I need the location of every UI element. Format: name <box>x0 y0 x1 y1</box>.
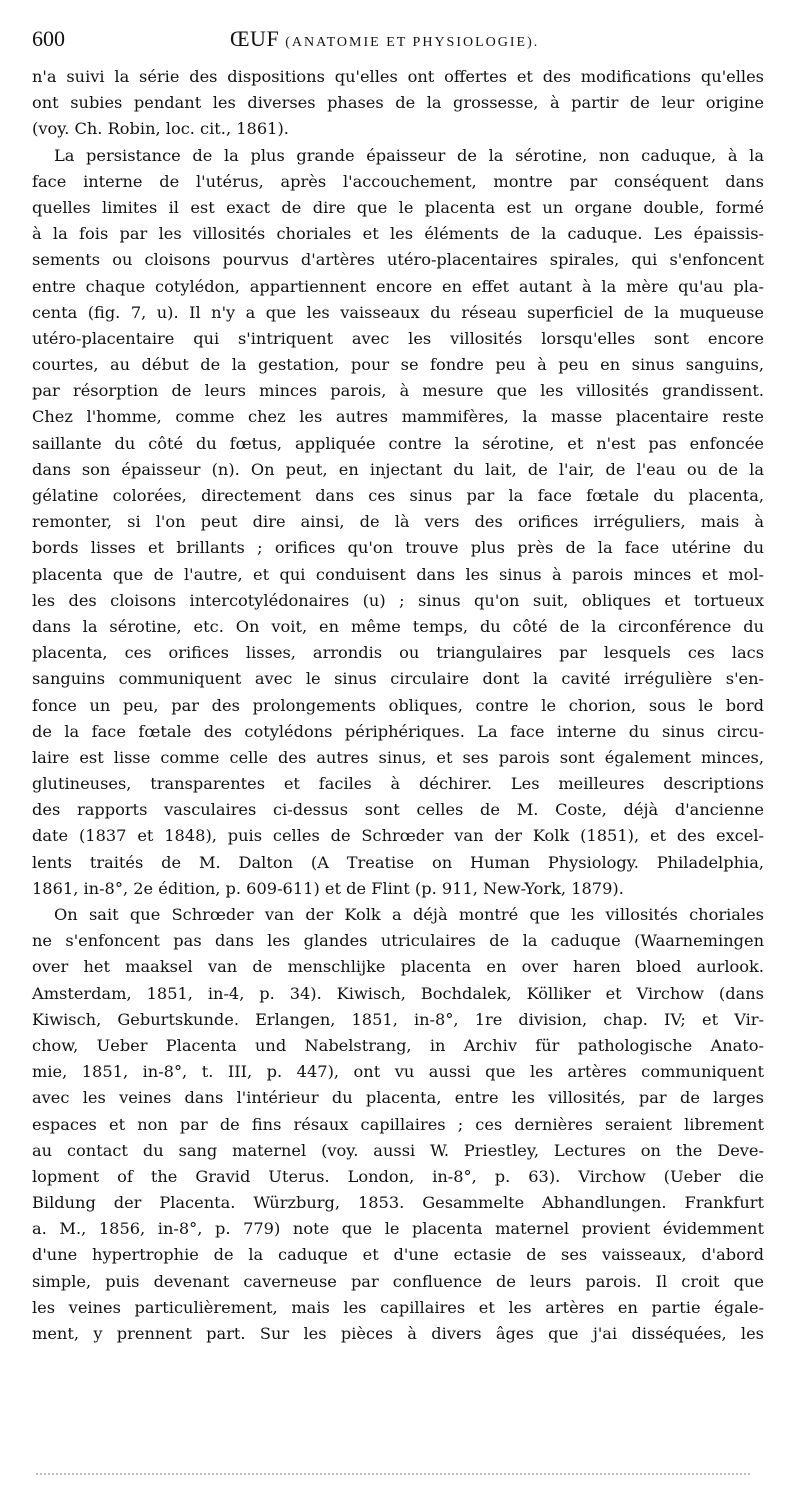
text-line: avec les veines dans l'intérieur du placenta, entre les villosités, par de larges <box>32 1088 764 1108</box>
text-line: centa (fig. 7, u). Il n'y a que les vaisseaux du réseau superficiel de la muqueuse <box>32 302 764 322</box>
text-line: (voy. Ch. Robin, loc. cit., 1861). <box>32 119 289 139</box>
text-line: espaces et non par de fins résaux capillaires ; ces dernières seraient librement <box>32 1114 764 1134</box>
text-line: au contact du sang maternel (voy. aussi W. Priestley, Lectures on the Deve- <box>32 1140 764 1160</box>
text-line: a. M., 1856, in-8°, p. 779) note que le placenta maternel provient évidemment <box>32 1219 764 1239</box>
text-line: remonter, si l'on peut dire ainsi, de là vers des orifices irréguliers, mais à <box>32 512 764 532</box>
text-line: les des cloisons intercotylédonaires (u) ; sinus qu'on suit, obliques et tortueux <box>32 590 764 610</box>
text-line: par résorption de leurs minces parois, à mesure que les villosités grandissent. <box>32 381 764 401</box>
text-line: quelles limites il est exact de dire que le placenta est un organe double, formé <box>32 197 764 217</box>
bottom-dotted-rule <box>36 1473 750 1478</box>
text-line: fonce un peu, par des prolongements obliques, contre le chorion, sous le bord <box>32 695 764 715</box>
text-line: over het maaksel van de menschlijke placenta en over haren bloed aurlook. <box>32 957 764 977</box>
text-line: ont subies pendant les diverses phases de la grossesse, à partir de leur origine <box>32 93 764 113</box>
running-head-title: ŒUF <box>230 26 280 51</box>
text-line: n'a suivi la série des dispositions qu'elles ont offertes et des modifications qu'elles <box>32 67 764 86</box>
text-line: les veines particulièrement, mais les capillaires et les artères en partie égale- <box>32 1297 764 1317</box>
text-line: utéro-placentaire qui s'intriquent avec les villosités lorsqu'elles sont encore <box>32 328 764 348</box>
running-head-subtitle: (ANATOMIE ET PHYSIOLOGIE). <box>285 35 540 50</box>
text-line: Amsterdam, 1851, in-4, p. 34). Kiwisch, Bochdalek, Kölliker et Virchow (dans <box>32 983 764 1003</box>
text-line: La persistance de la plus grande épaisseur de la sérotine, non caduque, à la <box>54 145 764 165</box>
text-line: 1861, in-8°, 2e édition, p. 609-611) et de Flint (p. 911, New-York, 1879). <box>32 878 624 898</box>
text-line: des rapports vasculaires ci-dessus sont celles de M. Coste, déjà d'ancienne <box>32 800 764 820</box>
text-line: courtes, au début de la gestation, pour se fondre peu à peu en sinus sanguins, <box>32 355 764 375</box>
text-line: date (1837 et 1848), puis celles de Schrœder van der Kolk (1851), et des excel- <box>32 826 764 846</box>
text-line: entre chaque cotylédon, appartiennent encore en effet autant à la mère qu'au pla- <box>32 276 764 296</box>
text-line: laire est lisse comme celle des autres sinus, et ses parois sont également minces, <box>32 747 764 767</box>
text-line: simple, puis devenant caverneuse par confluence de leurs parois. Il croit que <box>32 1271 764 1291</box>
text-line: de la face fœtale des cotylédons périphériques. La face interne du sinus circu- <box>32 721 764 741</box>
text-line: lopment of the Gravid Uterus. London, in-8°, p. 63). Virchow (Ueber die <box>32 1166 764 1186</box>
text-line: gélatine colorées, directement dans ces sinus par la face fœtale du placenta, <box>32 486 764 505</box>
text-line: d'une hypertrophie de la caduque et d'une ectasie de ses vaisseaux, d'abord <box>32 1245 764 1265</box>
text-line: ment, y prennent part. Sur les pièces à divers âges que j'ai disséquées, les <box>32 1324 764 1343</box>
text-line: placenta que de l'autre, et qui conduisent dans les sinus à parois minces et mol- <box>32 564 764 584</box>
text-line: Bildung der Placenta. Würzburg, 1853. Gesammelte Abhandlungen. Frankfurt <box>32 1193 764 1213</box>
text-line: ne s'enfoncent pas dans les glandes utriculaires de la caduque (Waarnemingen <box>32 931 764 951</box>
body-text <box>32 64 764 1347</box>
text-line: glutineuses, transparentes et faciles à déchirer. Les meilleures descriptions <box>32 774 764 794</box>
text-line: dans son épaisseur (n). On peut, en injectant du lait, de l'air, de l'eau ou de la <box>32 459 764 479</box>
text-line: face interne de l'utérus, après l'accouchement, montre par conséquent dans <box>32 171 764 191</box>
text-line: Chez l'homme, comme chez les autres mammifères, la masse placentaire reste <box>32 407 764 427</box>
running-head <box>230 26 539 52</box>
text-line: sanguins communiquent avec le sinus circulaire dont la cavité irrégulière s'en- <box>32 669 764 689</box>
document-page <box>32 26 764 1347</box>
page-number: 600 <box>32 26 65 51</box>
text-line: saillante du côté du fœtus, appliquée contre la sérotine, et n'est pas enfoncée <box>32 433 764 453</box>
text-line: chow, Ueber Placenta und Nabelstrang, in Archiv für pathologische Anato- <box>32 1035 764 1055</box>
page-header <box>32 26 764 56</box>
text-line: placenta, ces orifices lisses, arrondis ou triangulaires par lesquels ces lacs <box>32 643 764 663</box>
text-line: bords lisses et brillants ; orifices qu'on trouve plus près de la face utérine du <box>32 538 764 558</box>
text-line: On sait que Schrœder van der Kolk a déjà montré que les villosités choriales <box>54 905 764 924</box>
text-line: dans la sérotine, etc. On voit, en même temps, du côté de la circonférence du <box>32 616 764 636</box>
text-line: Kiwisch, Geburtskunde. Erlangen, 1851, in-8°, 1re division, chap. IV; et Vir- <box>32 1009 764 1029</box>
text-line: lents traités de M. Dalton (A Treatise on Human Physiology. Philadelphia, <box>32 852 764 872</box>
text-line: à la fois par les villosités choriales et les éléments de la caduque. Les épaissis- <box>32 224 764 244</box>
text-line: sements ou cloisons pourvus d'artères utéro-placentaires spirales, qui s'enfoncent <box>32 250 764 270</box>
text-line: mie, 1851, in-8°, t. III, p. 447), ont vu aussi que les artères communiquent <box>32 1062 764 1082</box>
